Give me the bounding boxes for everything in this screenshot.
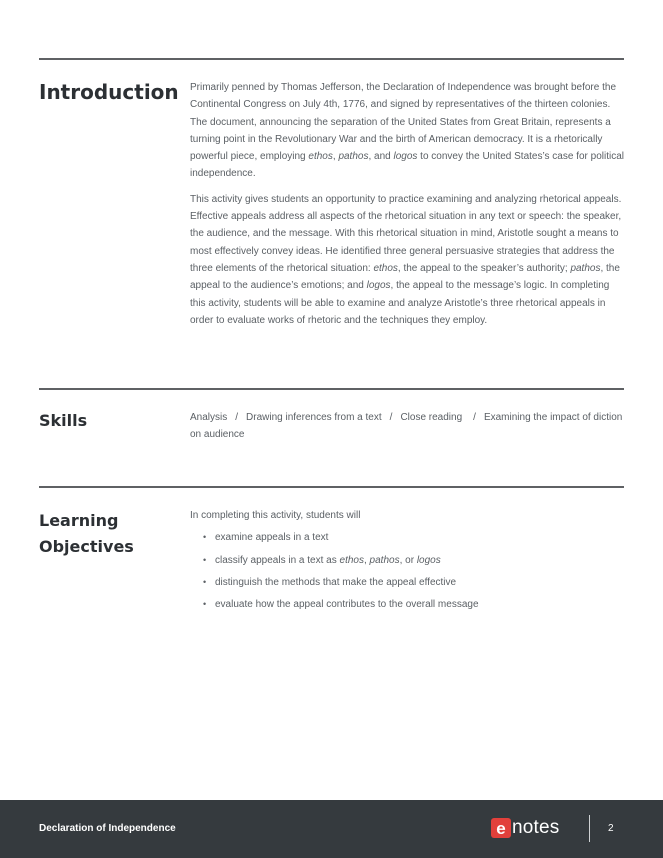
objectives-heading [39,508,134,560]
skill-item: Drawing inferences from a text [246,412,382,423]
logo-wordmark: notes [512,817,560,838]
skill-item: Close reading [400,412,463,423]
list-item: • evaluate how the appeal contributes to the overall message [190,596,624,613]
footer-divider [589,815,590,842]
page-number: 2 [608,823,614,834]
objectives-intro: In completing this activity, students will [190,510,361,521]
skill-item: Examining the impact of diction on audience [190,412,623,441]
list-item: • distinguish the methods that make the appeal effective [190,574,624,591]
introduction-body [190,79,624,329]
objectives-body [190,507,624,613]
skills-list [190,409,630,444]
list-item: • classify appeals in a text as ethos, pathos, or logos [190,552,624,569]
objectives-heading-line1: Learning [39,511,119,530]
list-item: • examine appeals in a text [190,529,624,546]
introduction-heading: Introduction [39,80,179,104]
top-divider [39,58,624,60]
skill-separator: / [235,412,239,423]
skill-separator: / [473,412,476,423]
enotes-logo[interactable] [491,817,559,839]
objectives-divider [39,486,624,488]
skills-heading: Skills [39,411,88,430]
skills-divider [39,388,624,390]
intro-paragraph-1: Primarily penned by Thomas Jefferson, the Declaration of Independence was brought before the Continental Congress on July 4th, 1776, and signed by representatives of the thirteen colonies. The document, announcing the separation of the United States from Great Britain, represents a turning point in the Revolutionary War and the birth of American democracy. It is a rhetorically powerful piece, employing ethos, pathos, and logos to convey the United States’s case for political independence. [190,82,624,180]
footer-document-title: Declaration of Independence [39,823,176,834]
logo-e-mark: e [491,818,511,838]
intro-paragraph-2: This activity gives students an opportunity to practice examining and analyzing rhetorical appeals. Effective appeals address all aspects of the rhetorical situation in any text or speech: the speaker, the audience, and the message. With this rhetorical situation in mind, Aristotle sought a means to most effectively convey ideas. He identified three general persuasive strategies that address the three elements of the rhetorical situation: ethos, the appeal to the speaker’s authority; pathos, the appeal to the audience’s emotions; and logos, the appeal to the message’s logic. In completing this activity, students will be able to examine and analyze Aristotle’s three rhetorical appeals in order to evaluate works of rhetoric and the techniques they employ. [190,193,622,326]
objectives-list [190,529,624,613]
skill-separator: / [389,412,393,423]
objectives-heading-line2: Objectives [39,537,134,556]
skill-item: Analysis [190,412,228,423]
